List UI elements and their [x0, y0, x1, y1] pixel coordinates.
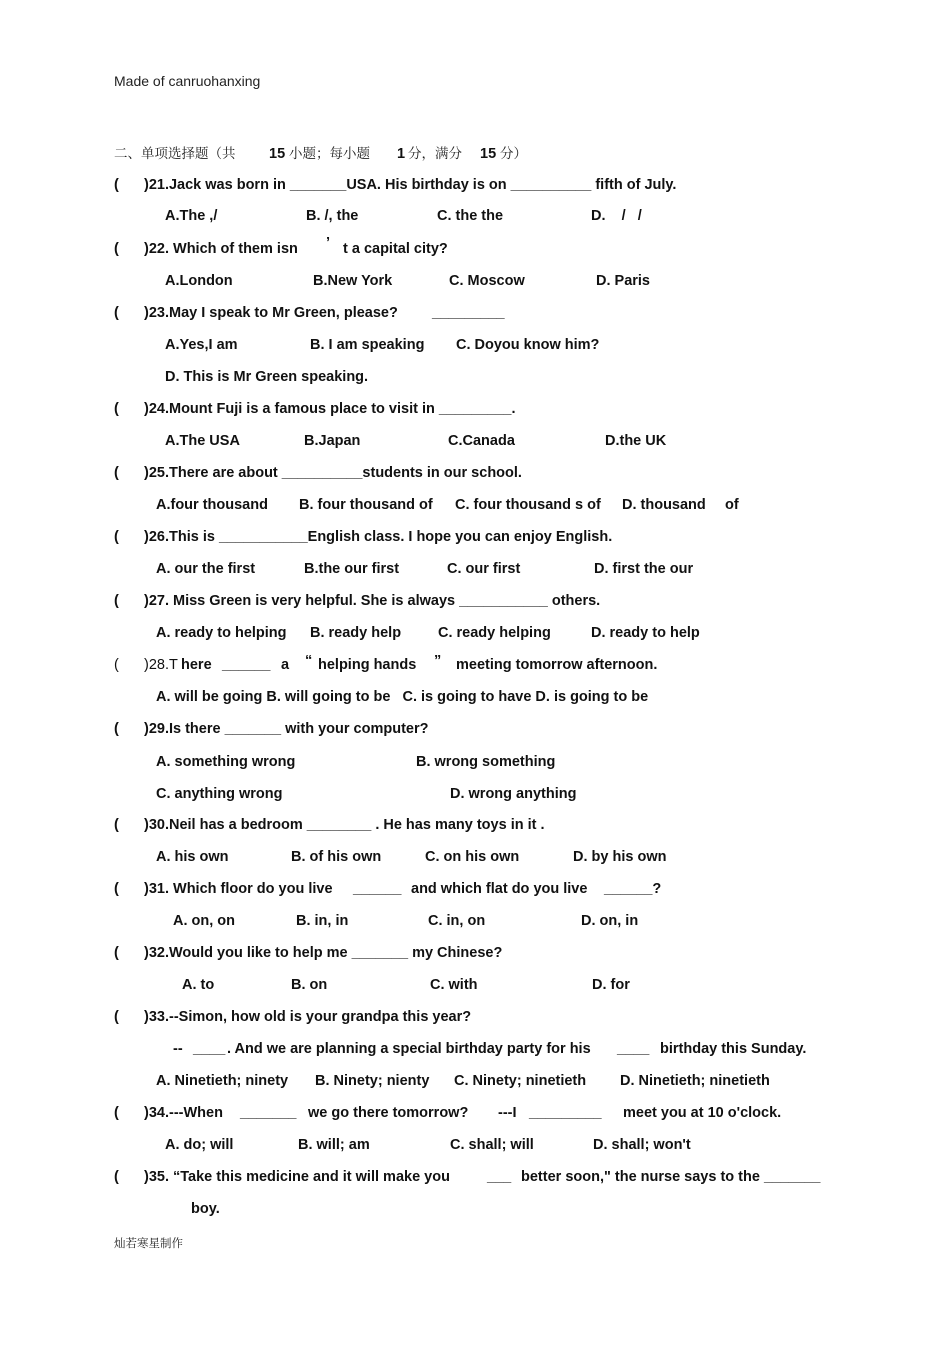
question-text: . And we are planning a special birthday party for his	[227, 1041, 591, 1057]
question-text: and which flat do you live	[411, 881, 588, 897]
option-c: C. our first	[447, 561, 521, 577]
question-text: ______	[222, 657, 271, 673]
question-text: )30.Neil has a bedroom ________ . He has many toys in it .	[144, 817, 545, 833]
option-a: A. his own	[156, 849, 229, 865]
question-text: --	[173, 1041, 183, 1057]
options: A. will be going B. will going to be C. is going to have D. is going to be	[156, 689, 649, 705]
question-text: here	[181, 657, 212, 673]
question-text: )34.---When	[144, 1105, 223, 1121]
question-text: t a capital city?	[343, 241, 448, 257]
option-b: B.the our first	[304, 561, 400, 577]
question-text: 二、单项选择题（共	[114, 146, 236, 161]
option-a: A. on, on	[173, 913, 236, 929]
option-b: B. I am speaking	[310, 337, 425, 353]
option-b: B. /, the	[306, 208, 359, 224]
question-text: )27. Miss Green is very helpful. She is always ___________ others.	[144, 593, 601, 609]
option-c: C. Doyou know him?	[456, 337, 600, 353]
question-text: ---I	[498, 1105, 517, 1121]
question-text: (	[114, 657, 119, 673]
option-d: D. by his own	[573, 849, 667, 865]
question-text: (	[114, 529, 119, 545]
option-a: A. to	[182, 977, 215, 993]
option-d: D. thousand	[622, 497, 706, 513]
option-d: D. / /	[591, 208, 642, 224]
option-b: B. wrong something	[416, 754, 556, 770]
question-text: )23.May I speak to Mr Green, please?	[144, 305, 398, 321]
option-b: B. Ninety; nienty	[315, 1073, 430, 1089]
question-text: we go there tomorrow?	[308, 1105, 469, 1121]
option-a: A.The USA	[165, 433, 240, 449]
question-text: 分，满分	[408, 146, 462, 161]
question-text: )35. “Take this medicine and it will make you	[144, 1169, 450, 1185]
question-text: (	[114, 465, 119, 481]
question-text: meeting tomorrow afternoon.	[456, 657, 658, 673]
question-text: better soon," the nurse says to the _______	[521, 1169, 821, 1185]
question-text: )26.This is ___________English class. I hope you can enjoy English.	[144, 529, 613, 545]
question-text: (	[114, 945, 119, 961]
option-c: C. shall; will	[450, 1137, 534, 1153]
question-text: a	[281, 657, 290, 673]
question-text: (	[114, 817, 119, 833]
option-a: A.The ,/	[165, 208, 218, 224]
question-text: ”	[434, 653, 442, 669]
option-c: C.Canada	[448, 433, 515, 449]
question-text: birthday this Sunday.	[660, 1041, 807, 1057]
question-text: (	[114, 401, 119, 417]
option-c: C. on his own	[425, 849, 520, 865]
question-text: boy.	[191, 1201, 220, 1217]
option-b: B. in, in	[296, 913, 349, 929]
question-text: (	[114, 1169, 119, 1185]
page-header: Made of canruohanxing	[114, 73, 261, 89]
option-b: B.Japan	[304, 433, 361, 449]
question-text: (	[114, 721, 119, 737]
option-a: A.four thousand	[156, 497, 268, 513]
question-text: ____	[617, 1041, 650, 1057]
option-c: C. Moscow	[449, 273, 525, 289]
question-text: )25.There are about __________students in our school.	[144, 465, 522, 481]
question-text: (	[114, 1105, 119, 1121]
question-text: ’	[326, 235, 331, 251]
question-text: _________	[432, 305, 505, 321]
option-d: D. for	[592, 977, 630, 993]
option-b: B. ready help	[310, 625, 402, 641]
option-b: B. on	[291, 977, 328, 993]
option-d: D. first the our	[594, 561, 694, 577]
question-text: 1	[397, 146, 406, 162]
question-text: 小题；每小题	[289, 146, 370, 161]
option-a: A. our the first	[156, 561, 256, 577]
question-text: helping hands	[318, 657, 417, 673]
option-b: B.New York	[313, 273, 393, 289]
question-text: “	[305, 653, 313, 669]
option-c: C. the the	[437, 208, 504, 224]
question-text: (	[114, 241, 119, 257]
option-b: B. four thousand of	[299, 497, 433, 513]
question-text: ______?	[604, 881, 662, 897]
question-text: 分）	[500, 146, 527, 161]
question-text: (	[114, 593, 119, 609]
question-text: (	[114, 1009, 119, 1025]
option-b: B. will; am	[298, 1137, 370, 1153]
option-d: D. shall; won't	[593, 1137, 691, 1153]
question-text: _________	[529, 1105, 602, 1121]
option-d: D.the UK	[605, 433, 667, 449]
question-text: )29.Is there _______ with your computer?	[144, 721, 429, 737]
option-b: B. of his own	[291, 849, 382, 865]
question-text: )32.Would you like to help me _______ my Chinese?	[144, 945, 503, 961]
option-d: D. Ninetieth; ninetieth	[620, 1073, 770, 1089]
option-d: D. Paris	[596, 273, 650, 289]
question-text: (	[114, 881, 119, 897]
question-text: )22. Which of them isn	[144, 241, 298, 257]
question-text: ___	[487, 1169, 512, 1185]
question-text: 15	[269, 146, 286, 162]
question-text: )21.Jack was born in _______USA. His birthday is on __________ fifth of July.	[144, 177, 677, 193]
question-text: meet you at 10 o'clock.	[623, 1105, 782, 1121]
question-text: (	[114, 177, 119, 193]
question-text: (	[114, 305, 119, 321]
option-a: A. ready to helping	[156, 625, 287, 641]
option-c: C. four thousand s of	[455, 497, 601, 513]
option-c: C. Ninety; ninetieth	[454, 1073, 587, 1089]
option-d: D. wrong anything	[450, 786, 577, 802]
question-text: ______	[353, 881, 402, 897]
option-a: A. do; will	[165, 1137, 234, 1153]
option-d: D. ready to help	[591, 625, 700, 641]
option-d: D. This is Mr Green speaking.	[165, 369, 369, 385]
option-a: A. Ninetieth; ninety	[156, 1073, 289, 1089]
option-a: A. something wrong	[156, 754, 296, 770]
question-text: 15	[480, 146, 497, 162]
option-c: C. anything wrong	[156, 786, 283, 802]
option-c: C. ready helping	[438, 625, 551, 641]
option-d: D. on, in	[581, 913, 639, 929]
question-text: of	[725, 497, 739, 513]
question-text: )24.Mount Fuji is a famous place to visit in _________.	[144, 401, 516, 417]
question-text: )33.--Simon, how old is your grandpa this year?	[144, 1009, 472, 1025]
question-text: ____	[193, 1041, 226, 1057]
option-c: C. with	[430, 977, 478, 993]
option-a: A.Yes,I am	[165, 337, 238, 353]
page-footer: 灿若寒星制作	[114, 1238, 183, 1250]
question-text: )28.T	[144, 657, 178, 673]
option-a: A.London	[165, 273, 233, 289]
question-text: _______	[240, 1105, 297, 1121]
option-c: C. in, on	[428, 913, 486, 929]
question-text: )31. Which floor do you live	[144, 881, 333, 897]
